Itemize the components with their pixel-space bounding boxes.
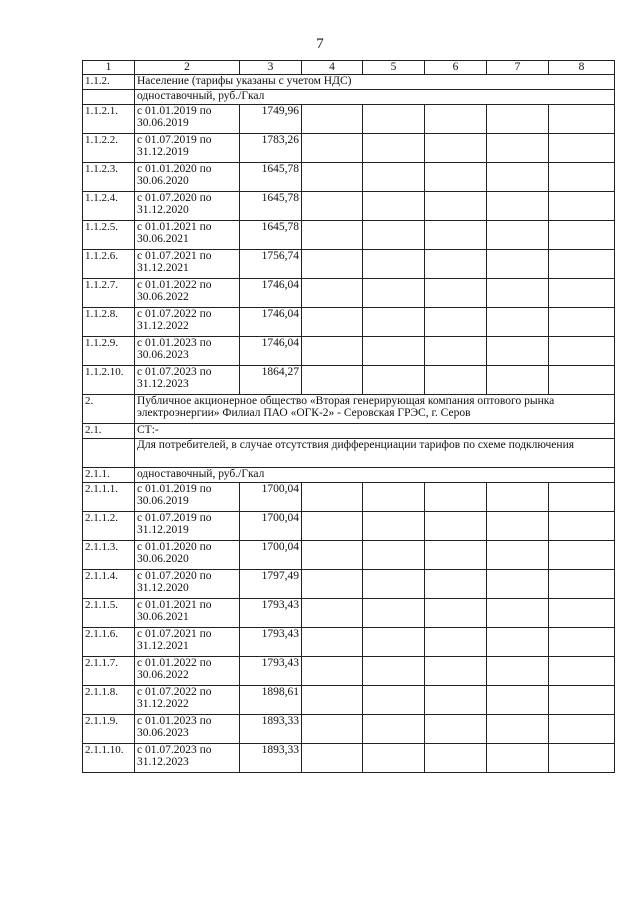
period-cell: с 01.07.2020 по 31.12.2020	[135, 569, 240, 598]
column-header-2: 2	[135, 61, 240, 75]
period-cell: с 01.07.2021 по 31.12.2021	[135, 627, 240, 656]
empty-cell-col-7	[487, 133, 549, 162]
column-header-3: 3	[240, 61, 302, 75]
empty-cell-col-8	[549, 598, 615, 627]
page-number: 7	[316, 36, 324, 52]
row-number: 1.1.2.8.	[83, 307, 135, 336]
empty-cell-col-5	[363, 162, 425, 191]
empty-cell-col-4	[302, 743, 363, 772]
column-header-4: 4	[302, 61, 363, 75]
section-row	[83, 438, 615, 467]
empty-cell-col-4	[302, 540, 363, 569]
row-number: 2.1.	[83, 423, 135, 438]
tariff-value: 1756,74	[240, 249, 302, 278]
empty-cell-col-7	[487, 336, 549, 365]
column-header-5: 5	[363, 61, 425, 75]
empty-cell-col-8	[549, 743, 615, 772]
empty-cell-col-6	[425, 220, 487, 249]
column-header-1: 1	[83, 61, 135, 75]
empty-cell-col-8	[549, 336, 615, 365]
empty-cell-col-5	[363, 598, 425, 627]
row-number: 1.1.2.2.	[83, 133, 135, 162]
empty-cell-col-8	[549, 714, 615, 743]
empty-cell-col-5	[363, 133, 425, 162]
empty-cell-col-7	[487, 482, 549, 511]
tariff-row	[83, 714, 615, 743]
row-number: 2.1.1.7.	[83, 656, 135, 685]
empty-cell-col-5	[363, 627, 425, 656]
empty-cell-col-4	[302, 307, 363, 336]
empty-cell-col-5	[363, 307, 425, 336]
row-number: 2.1.1.8.	[83, 685, 135, 714]
empty-cell-col-6	[425, 743, 487, 772]
row-number: 2.1.1.1.	[83, 482, 135, 511]
tariff-value: 1783,26	[240, 133, 302, 162]
tariff-value: 1746,04	[240, 278, 302, 307]
tariff-value: 1746,04	[240, 336, 302, 365]
empty-cell-col-7	[487, 104, 549, 133]
empty-cell-col-7	[487, 365, 549, 394]
empty-cell-col-8	[549, 569, 615, 598]
empty-cell-col-6	[425, 307, 487, 336]
empty-cell-col-4	[302, 278, 363, 307]
empty-cell-col-4	[302, 627, 363, 656]
period-cell: с 01.07.2023 по 31.12.2023	[135, 743, 240, 772]
empty-cell-col-7	[487, 714, 549, 743]
empty-cell-col-5	[363, 249, 425, 278]
section-text: Публичное акционерное общество «Вторая генерирующая компания оптового рынка электроэнергии» Филиал ПАО «ОГК-2» - Серовская ГРЭС, г. Серов	[135, 394, 615, 423]
row-number: 1.1.2.1.	[83, 104, 135, 133]
empty-cell-col-5	[363, 365, 425, 394]
row-number: 2.1.1.4.	[83, 569, 135, 598]
period-cell: с 01.07.2020 по 31.12.2020	[135, 191, 240, 220]
empty-cell-col-6	[425, 569, 487, 598]
section-row	[83, 89, 615, 104]
section-text: одноставочный, руб./Гкал	[135, 89, 615, 104]
row-number: 1.1.2.5.	[83, 220, 135, 249]
empty-cell-col-8	[549, 191, 615, 220]
empty-cell-col-8	[549, 685, 615, 714]
empty-cell-col-5	[363, 656, 425, 685]
empty-cell-col-7	[487, 598, 549, 627]
empty-cell-col-7	[487, 743, 549, 772]
tariff-value: 1893,33	[240, 714, 302, 743]
empty-cell-col-7	[487, 685, 549, 714]
empty-cell-col-8	[549, 162, 615, 191]
section-row	[83, 423, 615, 438]
tariff-value: 1797,49	[240, 569, 302, 598]
tariff-row	[83, 249, 615, 278]
tariff-row	[83, 627, 615, 656]
empty-cell-col-4	[302, 133, 363, 162]
empty-cell-col-5	[363, 278, 425, 307]
period-cell: с 01.01.2019 по 30.06.2019	[135, 104, 240, 133]
empty-cell-col-6	[425, 482, 487, 511]
row-number: 1.1.2.3.	[83, 162, 135, 191]
section-row	[83, 74, 615, 89]
row-number	[83, 89, 135, 104]
period-cell: с 01.07.2019 по 31.12.2019	[135, 511, 240, 540]
empty-cell-col-8	[549, 627, 615, 656]
empty-cell-col-4	[302, 336, 363, 365]
period-cell: с 01.01.2022 по 30.06.2022	[135, 656, 240, 685]
tariff-row	[83, 307, 615, 336]
tariff-row	[83, 511, 615, 540]
tariff-row	[83, 685, 615, 714]
period-cell: с 01.01.2021 по 30.06.2021	[135, 598, 240, 627]
empty-cell-col-4	[302, 482, 363, 511]
empty-cell-col-6	[425, 598, 487, 627]
empty-cell-col-6	[425, 191, 487, 220]
empty-cell-col-7	[487, 656, 549, 685]
empty-cell-col-8	[549, 220, 615, 249]
empty-cell-col-6	[425, 685, 487, 714]
empty-cell-col-5	[363, 685, 425, 714]
empty-cell-col-5	[363, 104, 425, 133]
row-number: 2.1.1.2.	[83, 511, 135, 540]
row-number: 2.1.1.10.	[83, 743, 135, 772]
row-number: 1.1.2.9.	[83, 336, 135, 365]
tariff-row	[83, 656, 615, 685]
tariff-value: 1645,78	[240, 191, 302, 220]
empty-cell-col-6	[425, 627, 487, 656]
tariff-row	[83, 569, 615, 598]
empty-cell-col-4	[302, 162, 363, 191]
empty-cell-col-5	[363, 540, 425, 569]
empty-cell-col-5	[363, 743, 425, 772]
empty-cell-col-5	[363, 220, 425, 249]
empty-cell-col-8	[549, 278, 615, 307]
empty-cell-col-7	[487, 511, 549, 540]
section-text: СТ:-	[135, 423, 615, 438]
period-cell: с 01.01.2020 по 30.06.2020	[135, 162, 240, 191]
tariff-row	[83, 598, 615, 627]
row-number: 1.1.2.4.	[83, 191, 135, 220]
row-number: 1.1.2.10.	[83, 365, 135, 394]
row-number: 2.1.1.6.	[83, 627, 135, 656]
empty-cell-col-8	[549, 249, 615, 278]
empty-cell-col-6	[425, 249, 487, 278]
tariff-row	[83, 104, 615, 133]
empty-cell-col-4	[302, 569, 363, 598]
section-text: Население (тарифы указаны с учетом НДС)	[135, 74, 615, 89]
row-number: 2.1.1.5.	[83, 598, 135, 627]
tariff-table-body	[83, 61, 615, 773]
tariff-row	[83, 133, 615, 162]
row-number: 2.1.1.3.	[83, 540, 135, 569]
empty-cell-col-6	[425, 365, 487, 394]
column-header-row	[83, 61, 615, 75]
empty-cell-col-6	[425, 104, 487, 133]
period-cell: с 01.01.2021 по 30.06.2021	[135, 220, 240, 249]
empty-cell-col-5	[363, 714, 425, 743]
tariff-row	[83, 191, 615, 220]
tariff-value: 1749,96	[240, 104, 302, 133]
empty-cell-col-6	[425, 133, 487, 162]
tariff-value: 1898,61	[240, 685, 302, 714]
tariff-value: 1746,04	[240, 307, 302, 336]
empty-cell-col-8	[549, 656, 615, 685]
tariff-value: 1700,04	[240, 540, 302, 569]
empty-cell-col-7	[487, 307, 549, 336]
empty-cell-col-7	[487, 278, 549, 307]
row-number: 2.1.1.9.	[83, 714, 135, 743]
empty-cell-col-6	[425, 540, 487, 569]
tariff-value: 1864,27	[240, 365, 302, 394]
empty-cell-col-4	[302, 685, 363, 714]
period-cell: с 01.01.2023 по 30.06.2023	[135, 336, 240, 365]
empty-cell-col-7	[487, 220, 549, 249]
period-cell: с 01.07.2022 по 31.12.2022	[135, 685, 240, 714]
empty-cell-col-8	[549, 482, 615, 511]
empty-cell-col-7	[487, 569, 549, 598]
empty-cell-col-7	[487, 191, 549, 220]
empty-cell-col-6	[425, 656, 487, 685]
period-cell: с 01.07.2019 по 31.12.2019	[135, 133, 240, 162]
tariff-value: 1793,43	[240, 627, 302, 656]
empty-cell-col-5	[363, 482, 425, 511]
empty-cell-col-5	[363, 191, 425, 220]
period-cell: с 01.07.2021 по 31.12.2021	[135, 249, 240, 278]
section-text: одноставочный, руб./Гкал	[135, 467, 615, 482]
empty-cell-col-4	[302, 714, 363, 743]
empty-cell-col-6	[425, 714, 487, 743]
empty-cell-col-4	[302, 191, 363, 220]
empty-cell-col-8	[549, 307, 615, 336]
row-number: 1.1.2.6.	[83, 249, 135, 278]
empty-cell-col-6	[425, 278, 487, 307]
empty-cell-col-7	[487, 627, 549, 656]
period-cell: с 01.01.2023 по 30.06.2023	[135, 714, 240, 743]
empty-cell-col-5	[363, 511, 425, 540]
section-text: Для потребителей, в случае отсутствия дифференциации тарифов по схеме подключения	[135, 438, 615, 467]
period-cell: с 01.01.2020 по 30.06.2020	[135, 540, 240, 569]
empty-cell-col-8	[549, 104, 615, 133]
section-row	[83, 394, 615, 423]
empty-cell-col-8	[549, 365, 615, 394]
empty-cell-col-8	[549, 511, 615, 540]
tariff-row	[83, 743, 615, 772]
row-number	[83, 438, 135, 467]
empty-cell-col-7	[487, 249, 549, 278]
tariff-row	[83, 336, 615, 365]
tariff-row	[83, 162, 615, 191]
tariff-value: 1645,78	[240, 162, 302, 191]
tariff-row	[83, 540, 615, 569]
empty-cell-col-4	[302, 249, 363, 278]
tariff-row	[83, 220, 615, 249]
column-header-6: 6	[425, 61, 487, 75]
empty-cell-col-7	[487, 540, 549, 569]
tariff-value: 1645,78	[240, 220, 302, 249]
period-cell: с 01.01.2022 по 30.06.2022	[135, 278, 240, 307]
empty-cell-col-5	[363, 336, 425, 365]
tariff-row	[83, 482, 615, 511]
empty-cell-col-4	[302, 511, 363, 540]
section-row	[83, 467, 615, 482]
empty-cell-col-8	[549, 540, 615, 569]
empty-cell-col-6	[425, 162, 487, 191]
tariff-table	[82, 60, 615, 773]
tariff-value: 1793,43	[240, 598, 302, 627]
tariff-value: 1700,04	[240, 511, 302, 540]
column-header-8: 8	[549, 61, 615, 75]
empty-cell-col-4	[302, 104, 363, 133]
period-cell: с 01.07.2023 по 31.12.2023	[135, 365, 240, 394]
empty-cell-col-4	[302, 220, 363, 249]
period-cell: с 01.07.2022 по 31.12.2022	[135, 307, 240, 336]
empty-cell-col-8	[549, 133, 615, 162]
row-number: 1.1.2.7.	[83, 278, 135, 307]
tariff-value: 1793,43	[240, 656, 302, 685]
tariff-value: 1893,33	[240, 743, 302, 772]
row-number: 2.1.1.	[83, 467, 135, 482]
empty-cell-col-6	[425, 511, 487, 540]
tariff-row	[83, 365, 615, 394]
empty-cell-col-5	[363, 569, 425, 598]
period-cell: с 01.01.2019 по 30.06.2019	[135, 482, 240, 511]
empty-cell-col-7	[487, 162, 549, 191]
row-number: 1.1.2.	[83, 74, 135, 89]
empty-cell-col-4	[302, 365, 363, 394]
empty-cell-col-4	[302, 598, 363, 627]
row-number: 2.	[83, 394, 135, 423]
empty-cell-col-4	[302, 656, 363, 685]
tariff-value: 1700,04	[240, 482, 302, 511]
tariff-row	[83, 278, 615, 307]
empty-cell-col-6	[425, 336, 487, 365]
column-header-7: 7	[487, 61, 549, 75]
